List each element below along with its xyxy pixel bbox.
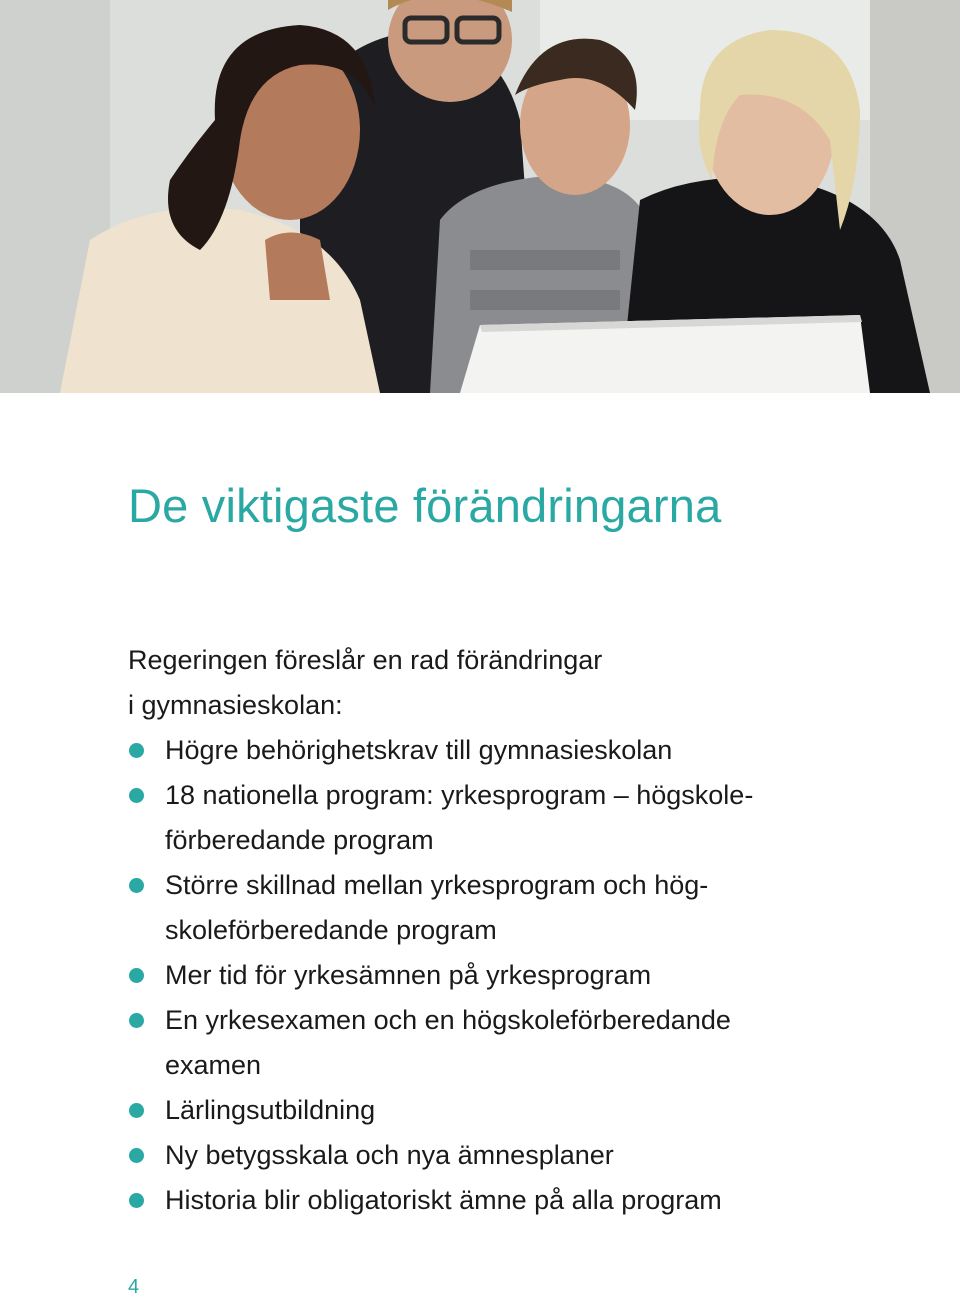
- list-item-text: Mer tid för yrkesämnen på yrkesprogram: [165, 960, 652, 990]
- list-item-text: Högre behörighetskrav till gymnasieskolan: [165, 735, 673, 765]
- intro-line-2: i gymnasieskolan:: [128, 690, 343, 720]
- list-item: [128, 1088, 848, 1133]
- list-item: [128, 953, 848, 998]
- list-item-text: förberedande program: [165, 825, 434, 855]
- list-item-text: Lärlingsutbildning: [165, 1095, 376, 1125]
- bullet-dot-icon: [129, 788, 144, 803]
- list-item: [128, 1178, 848, 1223]
- list-item-text: 18 nationella program: yrkesprogram – högskole-: [165, 780, 754, 810]
- bullet-dot-icon: [129, 1013, 144, 1028]
- page-heading: De viktigaste förändringarna: [128, 479, 722, 532]
- body-content: [128, 638, 848, 1223]
- list-item: [128, 998, 848, 1088]
- list-item-text: skoleförberedande program: [165, 915, 497, 945]
- header-photo: [0, 0, 960, 393]
- bullet-dot-icon: [129, 1103, 144, 1118]
- list-item-text: Större skillnad mellan yrkesprogram och hög-: [165, 870, 709, 900]
- intro-paragraph: [128, 638, 848, 728]
- page-number: 4: [128, 1276, 140, 1298]
- list-item: [128, 773, 848, 863]
- list-item-text: Historia blir obligatoriskt ämne på alla program: [165, 1185, 722, 1215]
- changes-list: [128, 728, 848, 1223]
- bullet-dot-icon: [129, 743, 144, 758]
- bullet-dot-icon: [129, 1193, 144, 1208]
- intro-line-1: Regeringen föreslår en rad förändringar: [128, 645, 603, 675]
- list-item-text: examen: [165, 1050, 262, 1080]
- list-item: [128, 863, 848, 953]
- bullet-dot-icon: [129, 1148, 144, 1163]
- students-at-laptop-photo: [0, 0, 960, 393]
- list-item-text: En yrkesexamen och en högskoleförberedande: [165, 1005, 731, 1035]
- bullet-dot-icon: [129, 968, 144, 983]
- list-item-text: Ny betygsskala och nya ämnesplaner: [165, 1140, 614, 1170]
- list-item: [128, 728, 848, 773]
- bullet-dot-icon: [129, 878, 144, 893]
- list-item: [128, 1133, 848, 1178]
